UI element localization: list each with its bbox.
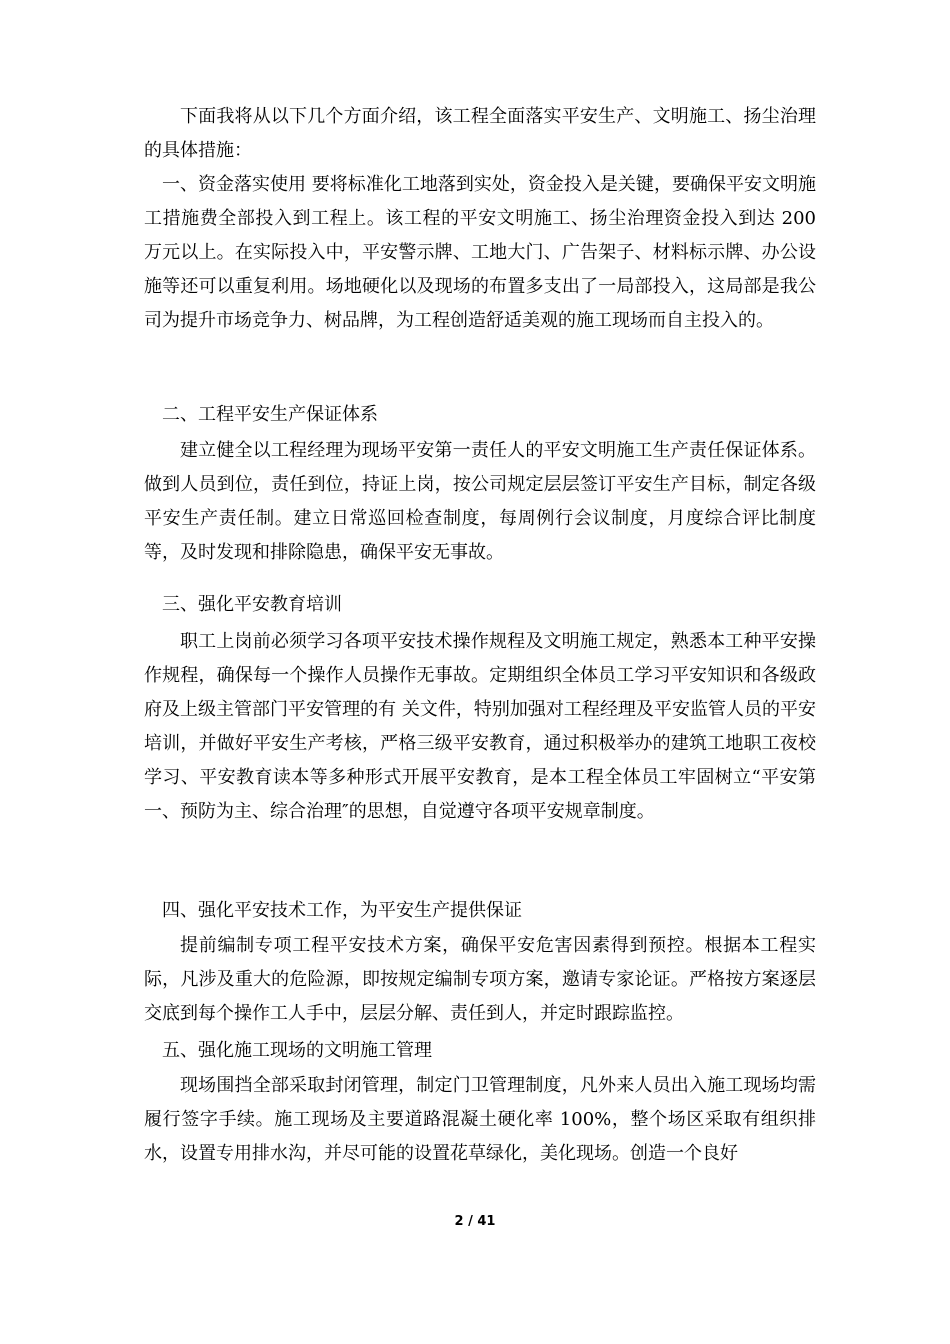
paragraph-technical: 提前编制专项工程平安技术方案，确保平安危害因素得到预控。根据本工程实际，凡涉及重大的危险源，即按规定编制专项方案，邀请专家论证。严格按方案逐层交底到每个操作工人手中，层层分解、责任到人，并定时跟踪监控。 bbox=[144, 935, 816, 1024]
paragraph-training: 职工上岗前必须学习各项平安技术操作规程及文明施工规定，熟悉本工种平安操作规程，确保每一个操作人员操作无事故。定期组织全体员工学习平安知识和各级政府及上级主管部门平安管理的有 关文件，特别加强对工程经理及平安监管人员的平安培训，并做好平安生产考核，严格三级平安教育，通过积极举办的建筑工地职工夜校学习、平安教育读本等多种形式开展平安教育，是本工程全体员工牢固树立“平安第一、预防为主、综合治理″的思想，自觉遵守各项平安规章制度。 bbox=[144, 631, 816, 822]
section-heading-site-management: 五、强化施工现场的文明施工管理 bbox=[162, 1040, 432, 1061]
paragraph-safety-system: 建立健全以工程经理为现场平安第一责任人的平安文明施工生产责任保证体系。做到人员到位，责任到位，持证上岗，按公司规定层层签订平安生产目标，制定各级平安生产责任制。建立日常巡回检查制度，每周例行会议制度，月度综合评比制度等，及时发现和排除隐患，确保平安无事故。 bbox=[144, 440, 816, 563]
section-heading-training: 三、强化平安教育培训 bbox=[162, 594, 342, 615]
paragraph-site-management: 现场围挡全部采取封闭管理，制定门卫管理制度，凡外来人员出入施工现场均需履行签字手续。施工现场及主要道路混凝土硬化率 100%，整个场区采取有组织排水，设置专用排水沟，并尽可能的设置花草绿化，美化现场。创造一个良好 bbox=[144, 1075, 816, 1164]
section-heading-safety-system: 二、工程平安生产保证体系 bbox=[162, 404, 378, 425]
paragraph-funding: 一、资金落实使用 要将标准化工地落到实处，资金投入是关键，要确保平安文明施工措施费全部投入到工程上。该工程的平安文明施工、扬尘治理资金投入到达 200 万元以上。在实际投入中，平安警示牌、工地大门、广告架子、材料标示牌、办公设施等还可以重复利用。场地硬化以及现场的布置多支出了一局部投入，这局部是我公司为提升市场竞争力、树品牌，为工程创造舒适美观的施工现场而自主投入的。 bbox=[144, 174, 816, 331]
page-number: 2 / 41 bbox=[454, 1214, 496, 1229]
paragraph-intro: 下面我将从以下几个方面介绍，该工程全面落实平安生产、文明施工、扬尘治理的具体措施： bbox=[144, 106, 816, 161]
section-heading-technical: 四、强化平安技术工作，为平安生产提供保证 bbox=[162, 900, 522, 921]
